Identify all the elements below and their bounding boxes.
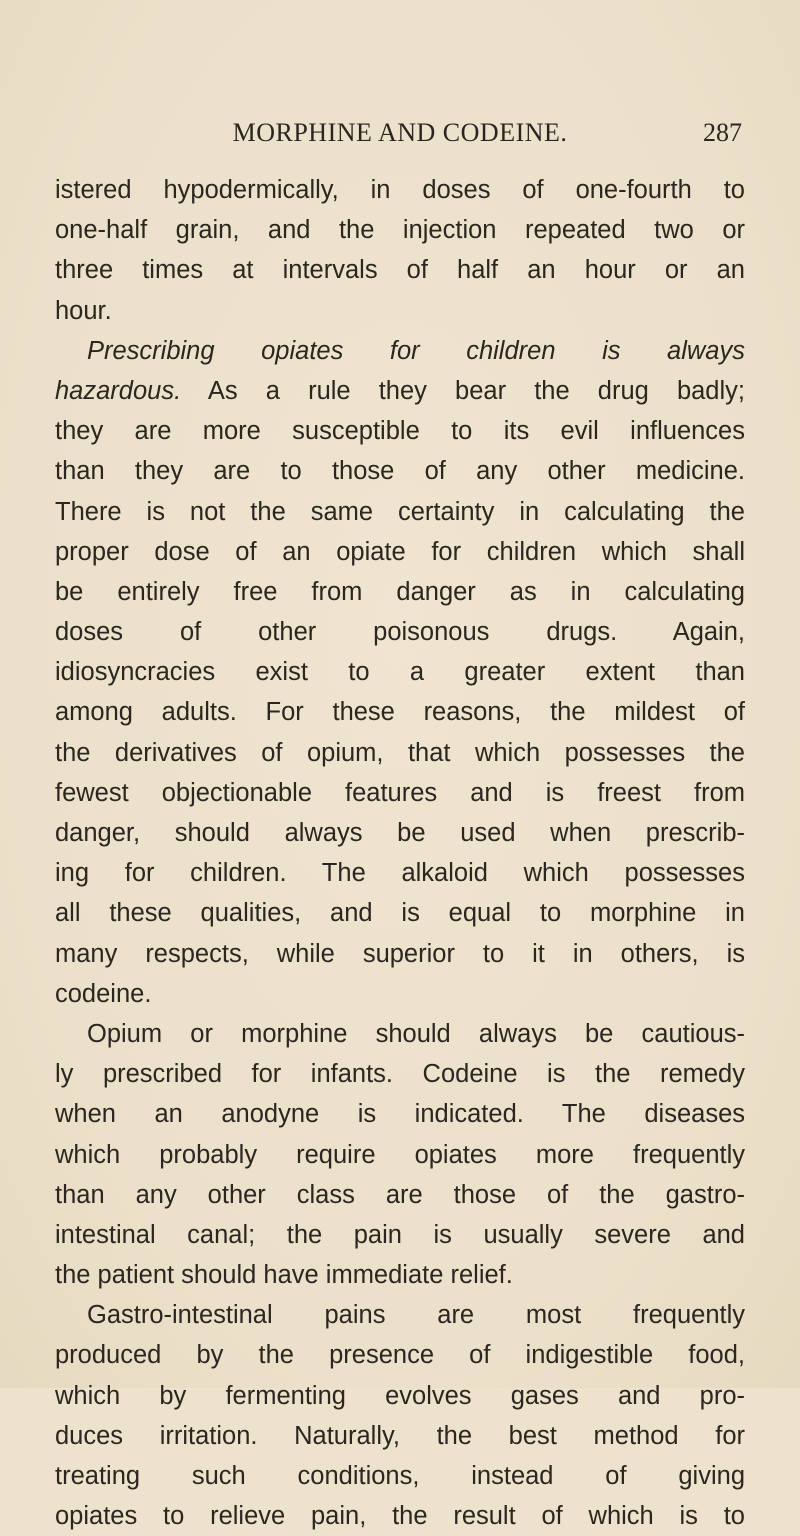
text-line: when an anodyne is indicated. The diseases: [55, 1100, 745, 1129]
text-line: ly prescribed for infants. Codeine is the remedy: [55, 1060, 745, 1089]
text-line: proper dose of an opiate for children which shall: [55, 537, 745, 566]
text-line: the derivatives of opium, that which possesses the: [55, 738, 745, 767]
text-line: than they are to those of any other medicine.: [55, 457, 745, 486]
running-head: MORPHINE AND CODEINE.: [232, 118, 568, 147]
page-header: [0, 118, 800, 158]
text-line: produced by the presence of indigestible food,: [55, 1341, 745, 1370]
body-text: [55, 170, 745, 1536]
text-line: three times at intervals of half an hour or an: [55, 256, 745, 285]
text-line: hour.: [55, 296, 112, 325]
text-line: one-half grain, and the injection repeated two or: [55, 216, 745, 245]
text-line: all these qualities, and is equal to morphine in: [55, 899, 745, 928]
text-line: idiosyncracies exist to a greater extent than: [55, 658, 745, 687]
text-line: istered hypodermically, in doses of one-fourth to: [55, 176, 745, 204]
text-line: many respects, while superior to it in others, is: [55, 939, 745, 968]
text-line: intestinal canal; the pain is usually severe and: [55, 1220, 745, 1249]
text-line: than any other class are those of the gastro-: [55, 1180, 745, 1209]
text-line: they are more susceptible to its evil influences: [55, 417, 745, 446]
italic-lead-fragment: hazardous.: [55, 376, 182, 405]
text-line: among adults. For these reasons, the mildest of: [55, 698, 745, 727]
text-line: ing for children. The alkaloid which possesses: [55, 859, 745, 888]
text-fragment: As a rule they bear the drug badly;: [207, 376, 745, 405]
text-line: Gastro-intestinal pains are most frequently: [87, 1301, 745, 1330]
text-line: fewest objectionable features and is freest from: [55, 778, 745, 807]
italic-lead-line: Prescribing opiates for children is always: [87, 336, 745, 365]
text-line: which by fermenting evolves gases and pro-: [55, 1381, 745, 1410]
page-number: 287: [703, 118, 742, 147]
text-line: the patient should have immediate relief.: [55, 1261, 513, 1290]
text-line: treating such conditions, instead of giving: [55, 1462, 745, 1490]
text-line-mixed: [55, 371, 745, 411]
text-line: danger, should always be used when prescrib-: [55, 819, 745, 847]
text-line: duces irritation. Naturally, the best method for: [55, 1421, 745, 1450]
text-line: which probably require opiates more frequently: [55, 1140, 745, 1169]
text-line: doses of other poisonous drugs. Again,: [55, 618, 745, 647]
text-line: opiates to relieve pain, the result of which is to: [55, 1502, 745, 1531]
text-line: There is not the same certainty in calculating the: [55, 497, 745, 526]
text-line: codeine.: [55, 979, 152, 1008]
text-line: be entirely free from danger as in calculating: [55, 577, 745, 606]
text-line: Opium or morphine should always be cautious-: [87, 1019, 745, 1048]
